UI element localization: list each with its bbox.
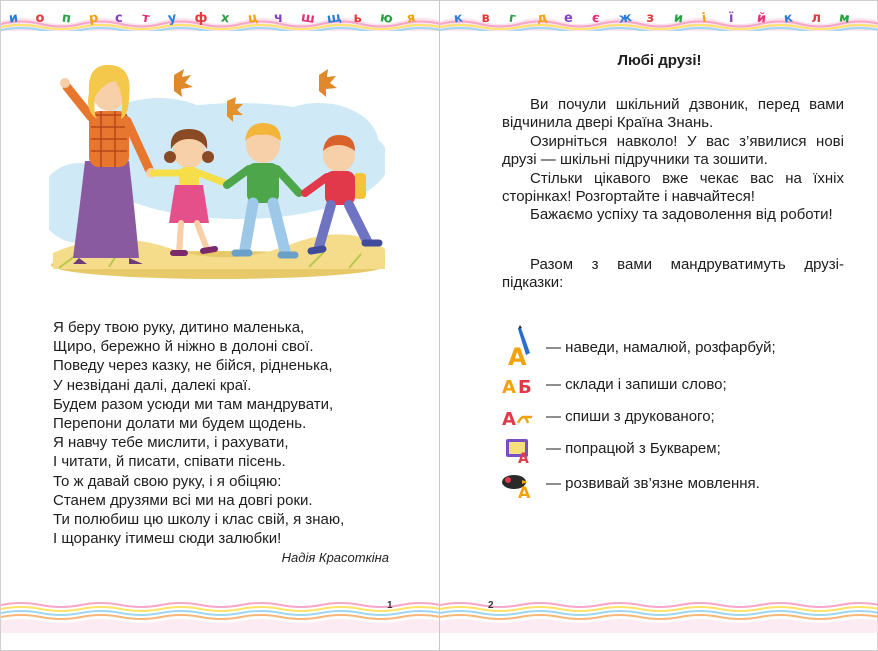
svg-text:А: А bbox=[518, 483, 531, 500]
intro-paragraphs bbox=[502, 96, 844, 225]
poem-line: І щоранку ітимеш сюди залюбки! bbox=[53, 530, 282, 548]
alphabet-letter: о bbox=[35, 11, 45, 26]
right-page bbox=[440, 1, 878, 651]
svg-text:Б: Б bbox=[518, 377, 532, 398]
intro-paragraph: Стільки цікавого вже чекає вас на їхніх сторінках! Розгортайте і навчайтеся! bbox=[502, 169, 844, 206]
alphabet-letter: к bbox=[452, 10, 464, 27]
hint-text: — наведи, намалюй, розфарбуй; bbox=[546, 339, 776, 356]
alphabet-row-right bbox=[440, 7, 878, 31]
hint-item-primer bbox=[500, 435, 840, 463]
alphabet-letter: ф bbox=[194, 11, 208, 26]
book-letter-a-icon bbox=[500, 435, 540, 465]
alphabet-letter: ж bbox=[618, 10, 633, 27]
page-title: Любі друзі! bbox=[617, 52, 702, 69]
svg-text:А: А bbox=[508, 343, 527, 369]
hint-text: — попрацюй з Букварем; bbox=[546, 440, 721, 457]
svg-text:А: А bbox=[518, 451, 529, 465]
teacher-children-illustration bbox=[49, 53, 385, 281]
hints-intro: Разом з вами мандруватимуть друзі-підказки: bbox=[502, 256, 844, 292]
alphabet-letter: щ bbox=[326, 10, 343, 27]
alphabet-letter: в bbox=[481, 11, 490, 26]
poem-line: Поведу через казку, не бійся, рідненька, bbox=[53, 357, 333, 375]
alphabet-letter: д bbox=[535, 10, 548, 27]
alphabet-letter: г bbox=[507, 10, 517, 27]
hint-item-compose bbox=[500, 371, 840, 399]
poem-line: Перепони долати ми будем щодень. bbox=[53, 415, 307, 433]
poem-line: У незвідані далі, далекі краї. bbox=[53, 376, 252, 394]
hint-text: — спиши з друкованого; bbox=[546, 408, 715, 425]
bird-letter-a-icon bbox=[500, 470, 540, 500]
poem-line: Щиро, бережно й ніжно в долоні свої. bbox=[53, 338, 314, 356]
bottom-wavy-band-right bbox=[440, 599, 878, 633]
letters-ab-icon bbox=[500, 371, 540, 399]
alphabet-letter: і bbox=[700, 10, 707, 27]
alphabet-letter: у bbox=[166, 10, 178, 27]
alphabet-letter: я bbox=[405, 10, 416, 27]
alphabet-letter: е bbox=[564, 11, 573, 26]
alphabet-letter: п bbox=[60, 10, 72, 27]
hint-item-copy bbox=[500, 403, 840, 431]
poem-line: Станем друзями всі ми на довгі роки. bbox=[53, 491, 313, 509]
hint-item-trace bbox=[500, 323, 840, 369]
intro-paragraph: Бажаємо успіху та задоволення від роботи! bbox=[530, 206, 833, 224]
hint-text: — розвивай зв’язне мовлення. bbox=[546, 475, 760, 492]
page-number-left: 1 bbox=[387, 600, 393, 611]
bottom-wavy-band-left bbox=[1, 599, 440, 633]
alphabet-letter: к bbox=[782, 10, 794, 27]
hint-item-speech bbox=[500, 470, 840, 498]
poem bbox=[53, 318, 403, 548]
alphabet-letter: м bbox=[838, 10, 851, 27]
alphabet-letter: ї bbox=[729, 11, 734, 26]
hint-text: — склади і запиши слово; bbox=[546, 376, 727, 393]
alphabet-letter: л bbox=[811, 11, 822, 26]
alphabet-letter: ч bbox=[274, 11, 283, 26]
svg-text:А: А bbox=[502, 409, 516, 430]
alphabet-letter: с bbox=[115, 11, 123, 26]
letters-aa-copy-icon bbox=[500, 403, 540, 431]
alphabet-letter: ь bbox=[353, 11, 362, 26]
alphabet-letter: ш bbox=[299, 10, 316, 27]
alphabet-letter: т bbox=[140, 10, 151, 27]
alphabet-letter: р bbox=[87, 10, 99, 27]
poem-line: Я беру твою руку, дитино маленька, bbox=[53, 319, 305, 336]
alphabet-letter: з bbox=[646, 11, 655, 26]
pencil-letter-a-icon bbox=[500, 323, 540, 369]
poem-line: І читати, й писати, співати пісень. bbox=[53, 453, 286, 471]
alphabet-letter: ц bbox=[246, 10, 259, 27]
poem-author: Надія Красоткіна bbox=[281, 550, 389, 565]
svg-text:А: А bbox=[502, 377, 516, 398]
alphabet-letter: и bbox=[8, 10, 20, 27]
poem-line: То ж давай свою руку, і я обіцяю: bbox=[53, 472, 282, 490]
alphabet-letter: й bbox=[755, 10, 767, 27]
left-page bbox=[1, 1, 440, 651]
alphabet-row-left bbox=[1, 7, 440, 31]
poem-line: Ти полюбиш цю школу і клас свій, я знаю, bbox=[53, 511, 345, 529]
alphabet-letter: є bbox=[590, 10, 601, 27]
poem-line: Будем разом усюди ми там мандрувати, bbox=[53, 395, 334, 413]
intro-paragraph: Озирніться навколо! У вас з’явилися нові друзі — шкільні підручники та зошити. bbox=[502, 132, 844, 169]
alphabet-letter: ю bbox=[379, 10, 394, 27]
alphabet-letter: и bbox=[673, 10, 685, 27]
page-number-right: 2 bbox=[488, 600, 494, 611]
alphabet-letter: х bbox=[219, 10, 231, 27]
poem-line: Я навчу тебе мислити, і рахувати, bbox=[53, 434, 289, 452]
intro-paragraph: Ви почули шкільний дзвоник, перед вами відчинила двері Країна Знань. bbox=[502, 96, 844, 132]
